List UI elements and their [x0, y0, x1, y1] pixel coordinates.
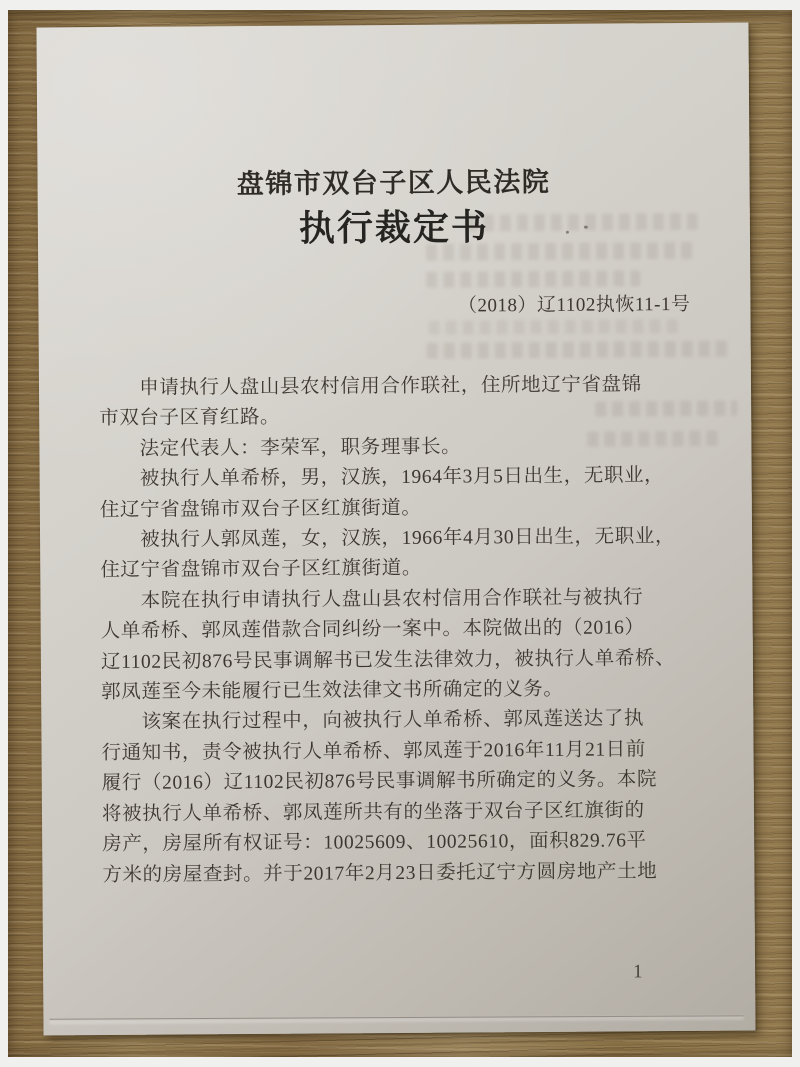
body-line: 住辽宁省盘锦市双台子区红旗街道。: [100, 558, 422, 582]
body-line: 房产，房屋所有权证号：10025609、10025610，面积829.76平: [102, 830, 647, 856]
bleedthrough-ghost-text: [427, 341, 732, 359]
body-line: 该案在执行过程中，向被执行人单希桥、郭凤莲送达了执: [101, 708, 645, 734]
document-page: [36, 23, 755, 1036]
body-line: 法定代表人：李荣军，职务理事长。: [99, 436, 462, 460]
body-line: 方米的房屋查封。并于2017年2月23日委托辽宁方圆房地产土地: [102, 860, 658, 886]
desk-photo-background: [8, 10, 792, 1057]
body-line: 被执行人单希桥，男，汉族，1964年3月5日出生，无职业，: [99, 465, 665, 491]
body-line: 辽1102民初876号民事调解书已发生法律效力，被执行人单希桥、: [100, 647, 676, 673]
court-name: 盘锦市双台子区人民法院: [236, 166, 551, 200]
case-number: （2018）辽1102执恢11-1号: [457, 293, 691, 317]
body-line: 市双台子区育红路。: [99, 407, 281, 430]
document-title: 执行裁定书: [298, 207, 490, 249]
document-body: [99, 370, 709, 891]
body-line: 申请执行人盘山县农村信用合作联社，住所地辽宁省盘锦: [98, 374, 642, 400]
body-line: 郭凤莲至今未能履行已生效法律文书所确定的义务。: [101, 678, 564, 704]
body-line: 行通知书，责令被执行人单希桥、郭凤莲于2016年11月21日前: [101, 739, 647, 764]
bleedthrough-ghost-text: [429, 319, 679, 335]
body-line: 住辽宁省盘锦市双台子区红旗街道。: [99, 497, 422, 521]
body-line: 被执行人郭凤莲，女，汉族，1966年4月30日出生，无职业，: [100, 526, 676, 552]
page-number: 1: [633, 961, 643, 983]
bleedthrough-ghost-text: [426, 270, 640, 287]
body-line: 将被执行人单希桥、郭凤莲所共有的坐落于双台子区红旗街的: [101, 799, 645, 825]
body-line: 人单希桥、郭凤莲借款合同纠纷一案中。本院做出的（2016）: [100, 617, 645, 643]
body-line: 本院在执行申请执行人盘山县农村信用合作联社与被执行: [100, 587, 644, 612]
body-line: 履行（2016）辽1102民初876号民事调解书所确定的义务。本院: [101, 769, 658, 795]
